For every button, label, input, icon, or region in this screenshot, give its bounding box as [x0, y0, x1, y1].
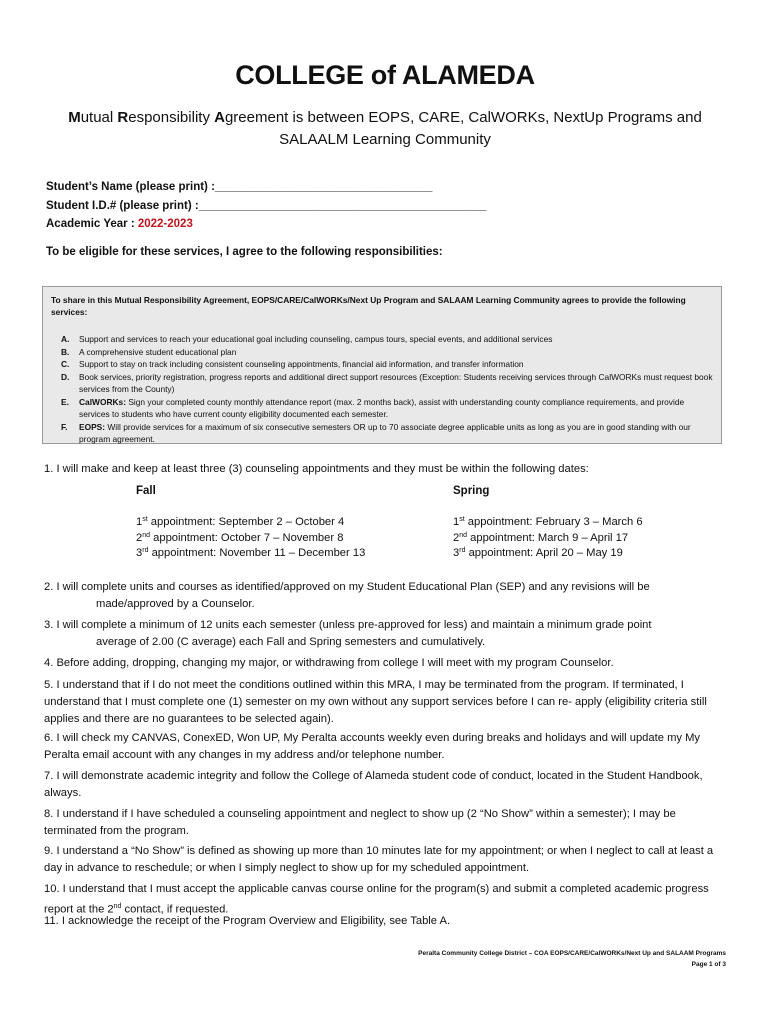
subtitle-part3: greement is between EOPS, CARE, CalWORKs, NextUp Programs and [224, 109, 702, 126]
responsibility-10-text-end: contact, if requested. [121, 903, 229, 916]
service-text: Will provide services for a maximum of six consecutive semesters OR up to 70 associate degree applicable units as long as you are in good standing with our program agreement. [79, 421, 691, 444]
fall-appointment-2 [136, 532, 343, 544]
responsibility-4: 4. Before adding, dropping, changing my major, or withdrawing from college I will meet with my program Counselor. [44, 657, 614, 669]
responsibility-10-ordinal: nd [113, 903, 122, 910]
service-lead: CalWORKs: [79, 396, 126, 407]
academic-year-field [46, 218, 193, 230]
appt-ordinal: nd [142, 532, 151, 539]
service-letter: C. [61, 359, 70, 369]
subtitle-a: A [214, 109, 225, 126]
spring-appointment-2 [453, 532, 628, 544]
responsibility-7: 7. I will demonstrate academic integrity and follow the College of Alameda student code of conduct, located in the Student Handbook, always. [44, 770, 703, 799]
service-letter: A. [61, 334, 70, 344]
appt-dates: appointment: April 20 – May 19 [465, 547, 623, 559]
service-text: Support to stay on track including consistent counseling appointments, financial aid information, and transfer information [79, 359, 524, 369]
subtitle-line2: SALAALM Learning Community [279, 131, 491, 148]
document-subtitle [40, 107, 730, 151]
service-item [61, 358, 715, 371]
academic-year-value: 2022-2023 [137, 218, 193, 230]
service-text: Support and services to reach your educational goal including counseling, campus tours, special events, and additional services [79, 334, 553, 344]
fall-heading: Fall [136, 485, 156, 497]
subtitle-r: R [117, 109, 129, 126]
service-letter: F. [61, 421, 68, 432]
document-title: COLLEGE of ALAMEDA [235, 60, 535, 90]
spring-appointment-3 [453, 547, 623, 559]
services-box [42, 286, 722, 444]
responsibility-5: 5. I understand that if I do not meet the conditions outlined within this MRA, I may be terminated from the program. If terminated, I understand that I must complete one (1) semester on my own without any support services before I can re- apply (eligibility criteria still applies and there are no guarantees to be selected again). [44, 679, 707, 725]
appt-ordinal: rd [459, 547, 466, 554]
responsibility-3-line2: average of 2.00 (C average) each Fall and Spring semesters and cumulatively. [96, 636, 486, 648]
subtitle-part2: esponsibility [128, 109, 215, 126]
subtitle-m: M [68, 109, 81, 126]
service-item [61, 333, 715, 346]
responsibility-2 [44, 579, 728, 613]
appt-dates: appointment: November 11 – December 13 [148, 547, 366, 559]
service-letter: E. [61, 396, 69, 407]
appt-ordinal: st [142, 516, 148, 523]
responsibility-8: 8. I understand if I have scheduled a counseling appointment and neglect to show up (2 “No Show” within a semester); I may be terminated from the program. [44, 808, 676, 837]
service-text: Book services, priority registration, progress reports and additional direct support resources (Exception: Students receiving services through CalWORKs must request book services from the County) [79, 371, 713, 394]
fall-appointment-3 [136, 547, 365, 559]
service-item [61, 371, 715, 396]
responsibility-2-line1: 2. I will complete units and courses as identified/approved on my Student Educational Plan (SEP) and any revisions will be [44, 581, 650, 593]
appt-dates: appointment: March 9 – April 17 [467, 532, 629, 544]
service-letter: D. [61, 371, 70, 382]
service-text: A comprehensive student educational plan [79, 346, 237, 357]
subtitle-part1: utual [80, 109, 118, 126]
student-name-field: Student’s Name (please print) :__________________________________ [46, 181, 433, 193]
academic-year-label: Academic Year : [46, 218, 138, 230]
service-item [61, 421, 715, 446]
footer-page-number: Page 1 of 3 [691, 961, 726, 968]
appt-ordinal: st [459, 516, 465, 523]
appt-ordinal: nd [459, 532, 468, 539]
appt-dates: appointment: February 3 – March 6 [464, 516, 643, 528]
student-id-field: Student I.D.# (please print) :_____________________________________________ [46, 200, 487, 212]
footer-district: Peralta Community College District – COA EOPS/CARE/CalWORKs/Next Up and SALAAM Programs [418, 950, 726, 957]
responsibility-11: 11. I acknowledge the receipt of the Program Overview and Eligibility, see Table A. [44, 915, 451, 927]
service-text: Sign your completed county monthly attendance report (max. 2 months back), assist with understanding county compliance requirements, and provide services to students who have current county eligibility documented each semester. [79, 396, 685, 419]
service-text-wrap [79, 396, 715, 421]
appt-number: 2 [136, 532, 143, 544]
responsibility-2-line2: made/approved by a Counselor. [96, 598, 255, 610]
responsibility-3-line1: 3. I will complete a minimum of 12 units each semester (unless pre-approved for less) and maintain a minimum grade point [44, 619, 652, 631]
service-item [61, 396, 715, 421]
appt-number: 1 [136, 516, 143, 528]
eligibility-heading: To be eligible for these services, I agree to the following responsibilities: [46, 246, 443, 258]
service-text-wrap [79, 421, 715, 446]
responsibility-9: 9. I understand a “No Show” is defined as showing up more than 10 minutes late for my appointment; or when I neglect to call at least a day in advance to reschedule; or when I simply neglect to show up for my scheduled appointment. [44, 845, 714, 874]
service-item [61, 346, 715, 359]
appt-number: 1 [453, 516, 460, 528]
services-intro: To share in this Mutual Responsibility Agreement, EOPS/CARE/CalWORKs/Next Up Program and SALAAM Learning Community agrees to provide the following services: [51, 295, 686, 317]
responsibility-3 [44, 617, 728, 651]
service-letter: B. [61, 346, 70, 357]
responsibility-6: 6. I will check my CANVAS, ConexED, Won UP, My Peralta accounts weekly even during breaks and holidays and will update my My Peralta email account with any changes in my address and/or telephone number. [44, 732, 701, 761]
appt-number: 2 [453, 532, 460, 544]
spring-heading: Spring [453, 485, 490, 497]
fall-appointment-1 [136, 516, 344, 528]
responsibility-1: 1. I will make and keep at least three (3) counseling appointments and they must be within the following dates: [44, 463, 589, 475]
appt-dates: appointment: October 7 – November 8 [150, 532, 344, 544]
responsibility-10-text: 10. I understand that I must accept the applicable canvas course online for the program(s) and submit a completed academic progress report at the 2 [44, 883, 709, 916]
spring-appointment-1 [453, 516, 643, 528]
service-lead: EOPS: [79, 421, 106, 432]
appt-dates: appointment: September 2 – October 4 [147, 516, 345, 528]
appt-number: 3 [136, 547, 143, 559]
appt-number: 3 [453, 547, 460, 559]
appt-ordinal: rd [142, 547, 149, 554]
